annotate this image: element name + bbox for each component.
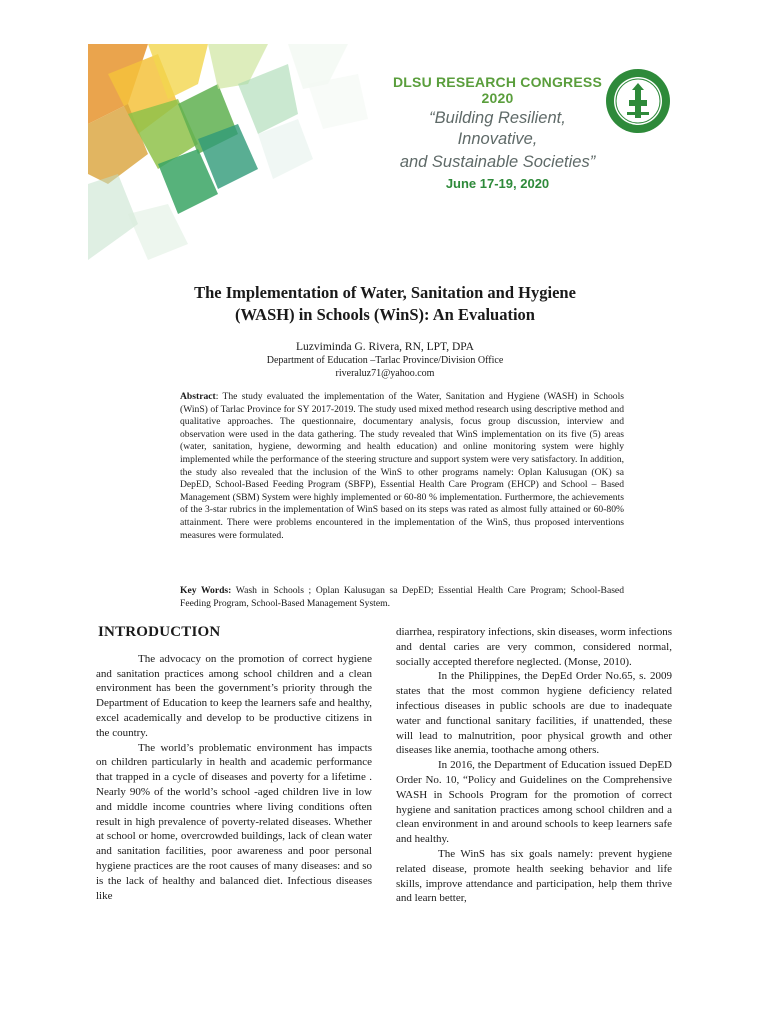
right-column: [396, 625, 672, 906]
abstract-label: Abstract: [180, 391, 216, 402]
keywords-text: Wash in Schools ; Oplan Kalusugan sa DepED; Essential Health Care Program; School-Based Feeding Program, School-Based Management System.: [180, 585, 624, 609]
paragraph: diarrhea, respiratory infections, skin diseases, worm infections and dental caries are very common, considered normal, socially accepted therefore neglected. (Monse, 2010).: [396, 626, 672, 668]
congress-theme-line1: “Building Resilient, Innovative,: [429, 109, 566, 148]
paper-title-line1: The Implementation of Water, Sanitation and Hygiene: [194, 283, 576, 302]
author-affiliation: Department of Education –Tarlac Province/Division Office: [266, 355, 504, 366]
keywords-label: Key Words:: [180, 585, 232, 596]
author-name: Luzviminda G. Rivera, RN, LPT, DPA: [296, 341, 474, 353]
paper-title-line2: (WASH) in Schools (WinS): An Evaluation: [235, 305, 535, 324]
abstract-text: : The study evaluated the implementation of the Water, Sanitation and Hygiene (WASH) in Schools (WinS) of Tarlac Province for SY 2017-2019. The study used mixed method research using descriptive method and qualitative approaches. The questionnaire, documentary analysis, focus group discussion, interview and observation were used in the data gathering. The study revealed that WinS implementation on its five (5) areas (water, sanitation, hygiene, deworming and health education) and online monitoring system were highly implemented while the performance of the steering structure and support system were very satisfactory. In addition, the study also revealed that the inclusion of the WinS to other programs namely: Oplan Kalusugan (OK) sa DepED, School-Based Feeding Program (SBFP), Essential Health Care Program (EHCP) and School – Based Management (SBM) System were highly implemented or 60-80 % implementation. Furthermore, the achievements of the 3-star rubrics in the implementation of WinS based on its steps was rated as almost fully attained or 60-80% attainment. There were problems encountered in the implementation of the WinS, thus proposed interventions measures were formulated.: [180, 391, 625, 541]
congress-header: [390, 74, 605, 191]
paragraph: The world’s problematic environment has impacts on children particularly in health and academic performance that trapped in a cycle of diseases and poverty for a lifetime . Nearly 90% of the world’s school -aged children live in low and middle income countries where living conditions often result in high prevalence of poverty-related diseases. Whether at school or home, overcrowded buildings, lack of clean water and sanitation facilities, poor awareness and poor personal hygiene practices are the root causes of many diseases: and so is the lack of healthy and balanced diet. Infectious diseases like: [96, 741, 372, 902]
introduction-heading: INTRODUCTION: [98, 624, 221, 640]
keywords-block: [180, 585, 624, 610]
hexagon-pattern-graphic: [88, 44, 388, 260]
paragraph: The WinS has six goals namely: prevent hygiene related disease, promote health seeking behavior and life skills, improve attendance and participation, help them thrive and learn better,: [396, 847, 672, 905]
abstract-block: [180, 391, 624, 542]
dlsu-seal-logo: [605, 68, 671, 134]
left-column: [96, 625, 372, 903]
author-email: riveraluz71@yahoo.com: [335, 368, 435, 379]
paragraph: In the Philippines, the DepEd Order No.65, s. 2009 states that the most common hygiene deficiency related infectious diseases in public schools are due to inadequate water and functional sanitary facilities, if unattended, these will lead to malnutrition, poor physical growth and other diseases like anemia, toothache among others.: [396, 670, 672, 757]
congress-theme-line2: and Sustainable Societies”: [399, 153, 596, 171]
congress-title: DLSU RESEARCH CONGRESS 2020: [393, 74, 602, 106]
paragraph: In 2016, the Department of Education issued DepED Order No. 10, “Policy and Guidelines on the Comprehensive WASH in Schools Program for the promotion of correct hygiene and sanitation practices among school children and a clean environment in and around schools to keep learners safe and healthy.: [396, 759, 672, 846]
paragraph: The advocacy on the promotion of correct hygiene and sanitation practices among school children and a clean environment has been the government’s priority through the Department of Education to keep the learners safe and healthy, excel academically and develop to be productive citizens in the country.: [96, 652, 373, 739]
congress-dates: June 17-19, 2020: [445, 176, 550, 191]
paper-title: [150, 282, 620, 326]
